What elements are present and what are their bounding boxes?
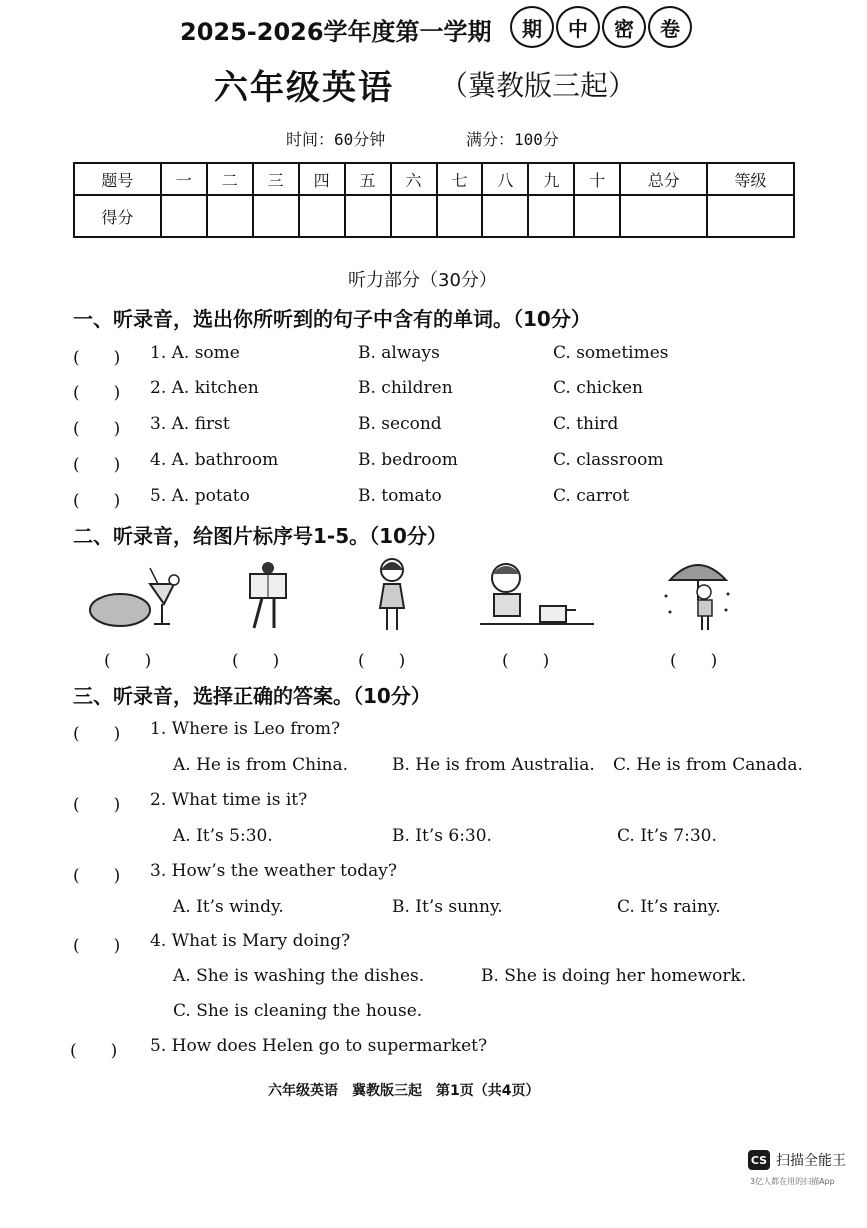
s1-option-c: C. classroom	[553, 450, 664, 470]
stamp-char: 期	[510, 6, 554, 48]
score-cell[interactable]	[391, 195, 437, 237]
s1-option-b: B. always	[358, 343, 440, 363]
s1-option-c: C. sometimes	[553, 343, 669, 363]
option-a: A. He is from China.	[173, 755, 348, 775]
score-cell[interactable]	[207, 195, 253, 237]
score-header-cell: 四	[299, 163, 345, 195]
score-cell[interactable]	[161, 195, 207, 237]
edition-label: （冀教版三起）	[440, 69, 637, 102]
score-header-cell: 题号	[74, 163, 161, 195]
score-header-cell: 九	[528, 163, 574, 195]
exam-term-title: 2025-2026学年度第一学期	[180, 18, 492, 46]
score-cell[interactable]	[345, 195, 391, 237]
score-header-cell: 总分	[620, 163, 707, 195]
option-b: B. She is doing her homework.	[481, 966, 747, 986]
answer-blank[interactable]: ( )	[73, 866, 121, 886]
section1-title: 一、听录音，选出你所听到的句子中含有的单词。（10分）	[73, 307, 591, 331]
answer-blank[interactable]: ( )	[73, 491, 121, 511]
potato-drink-picture	[88, 562, 188, 634]
score-cell[interactable]	[707, 195, 794, 237]
boy-cooking-picture	[478, 558, 598, 634]
score-header-cell: 七	[437, 163, 483, 195]
score-row-label: 得分	[74, 195, 161, 237]
time-limit: 时间：60分钟	[286, 130, 386, 149]
section2-title: 二、听录音，给图片标序号1-5。（10分）	[73, 524, 447, 548]
s1-option-b: B. children	[358, 378, 453, 398]
option-c: C. He is from Canada.	[613, 755, 803, 775]
s1-option-c: C. carrot	[553, 486, 630, 506]
score-table	[73, 162, 795, 238]
score-cell[interactable]	[437, 195, 483, 237]
option-c: C. She is cleaning the house.	[173, 1001, 423, 1021]
question-text: 5. How does Helen go to supermarket?	[150, 1036, 488, 1056]
option-c: C. It’s rainy.	[617, 897, 721, 917]
score-header-cell: 一	[161, 163, 207, 195]
score-cell[interactable]	[574, 195, 620, 237]
scanner-watermark	[748, 1150, 846, 1170]
question-text: 3. How’s the weather today?	[150, 861, 397, 881]
listening-part-heading: 听力部分（30分）	[348, 270, 497, 291]
scanner-slogan: 3亿人都在用的扫描App	[750, 1177, 835, 1186]
camscanner-badge-icon: CS	[748, 1150, 770, 1170]
score-cell[interactable]	[528, 195, 574, 237]
question-text: 2. What time is it?	[150, 790, 308, 810]
score-header-cell: 十	[574, 163, 620, 195]
answer-blank[interactable]: ( )	[73, 383, 121, 403]
answer-blank[interactable]: ( )	[73, 795, 121, 815]
s1-option-a: 3. A. first	[150, 414, 230, 434]
stamp-char: 中	[556, 6, 600, 48]
score-header-cell: 六	[391, 163, 437, 195]
score-header-cell: 等级	[707, 163, 794, 195]
option-b: B. He is from Australia.	[392, 755, 595, 775]
score-cell[interactable]	[253, 195, 299, 237]
stamp-char: 卷	[648, 6, 692, 48]
answer-blank[interactable]: ( )	[73, 724, 121, 744]
s1-option-a: 5. A. potato	[150, 486, 250, 506]
option-a: A. It’s windy.	[173, 897, 284, 917]
picture-answer-blank[interactable]: ( )	[104, 651, 152, 671]
s1-option-a: 4. A. bathroom	[150, 450, 279, 470]
score-header-cell: 五	[345, 163, 391, 195]
picture-answer-blank[interactable]: ( )	[358, 651, 406, 671]
full-score: 满分：100分	[466, 130, 559, 149]
picture-answer-blank[interactable]: ( )	[232, 651, 280, 671]
subject-title: 六年级英语	[214, 68, 394, 108]
option-a: A. She is washing the dishes.	[173, 966, 425, 986]
answer-blank[interactable]: ( )	[73, 936, 121, 956]
answer-blank[interactable]: ( )	[73, 419, 121, 439]
page-footer: 六年级英语 冀教版三起 第1页（共4页）	[268, 1083, 540, 1099]
girl-umbrella-picture	[660, 556, 736, 634]
option-c: C. It’s 7:30.	[617, 826, 717, 846]
score-cell[interactable]	[620, 195, 707, 237]
question-text: 4. What is Mary doing?	[150, 931, 351, 951]
picture-answer-blank[interactable]: ( )	[502, 651, 550, 671]
s1-option-b: B. bedroom	[358, 450, 458, 470]
option-b: B. It’s 6:30.	[392, 826, 492, 846]
score-header-cell: 八	[482, 163, 528, 195]
answer-blank[interactable]: ( )	[73, 348, 121, 368]
s1-option-b: B. second	[358, 414, 442, 434]
boy-reading-picture	[240, 560, 300, 634]
answer-blank[interactable]: ( )	[73, 455, 121, 475]
option-a: A. It’s 5:30.	[173, 826, 273, 846]
s1-option-a: 2. A. kitchen	[150, 378, 259, 398]
section3-title: 三、听录音，选择正确的答案。（10分）	[73, 684, 431, 708]
stamp-char: 密	[602, 6, 646, 48]
scanner-name: 扫描全能王	[776, 1153, 846, 1169]
option-b: B. It’s sunny.	[392, 897, 503, 917]
s1-option-a: 1. A. some	[150, 343, 240, 363]
girl-picture	[372, 556, 412, 634]
score-header-cell: 二	[207, 163, 253, 195]
score-cell[interactable]	[482, 195, 528, 237]
score-cell[interactable]	[299, 195, 345, 237]
s1-option-c: C. chicken	[553, 378, 643, 398]
s1-option-c: C. third	[553, 414, 619, 434]
answer-blank[interactable]: ( )	[70, 1041, 118, 1061]
picture-answer-blank[interactable]: ( )	[670, 651, 718, 671]
score-header-cell: 三	[253, 163, 299, 195]
s1-option-b: B. tomato	[358, 486, 442, 506]
question-text: 1. Where is Leo from?	[150, 719, 341, 739]
